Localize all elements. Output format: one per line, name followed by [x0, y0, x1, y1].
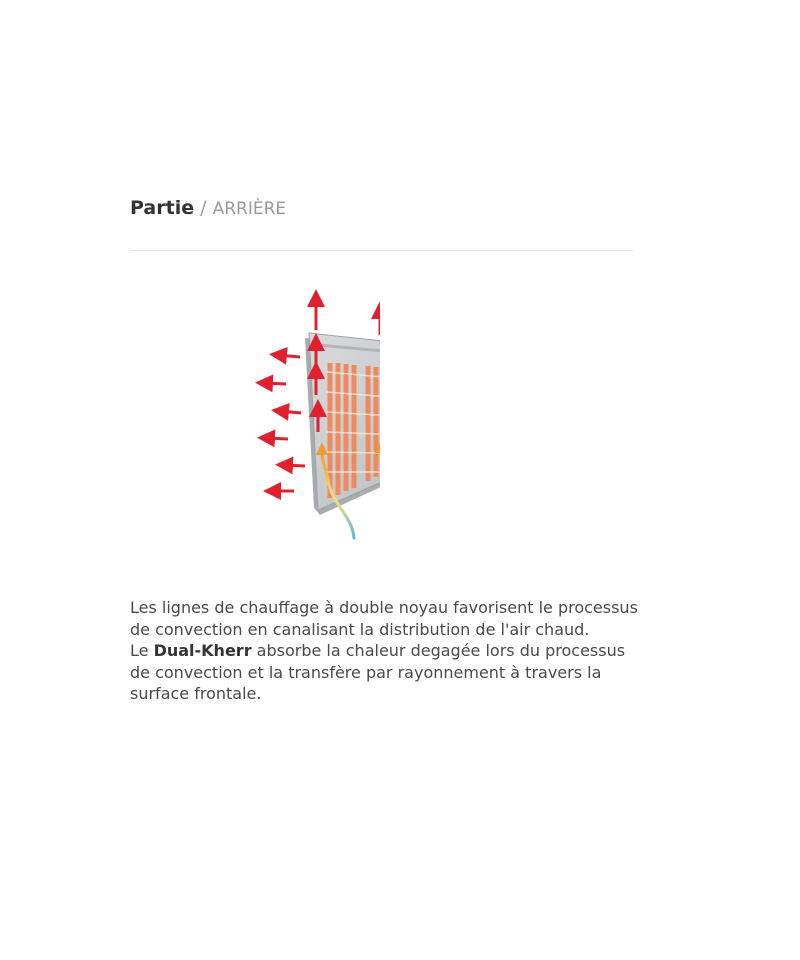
- paragraph-2-rest: absorbe la chaleur degagée lors du processus de convection et la transfère par rayonnement à travers la surface frontale.: [130, 641, 626, 703]
- heading-main: Partie: [130, 197, 195, 219]
- rear-part-section: [130, 196, 633, 221]
- heading-subtitle: ARRIÈRE: [212, 199, 287, 219]
- description-paragraph-2: [130, 640, 650, 705]
- radiator-rear-convection-icon: [130, 288, 380, 544]
- description: [130, 597, 650, 705]
- description-paragraph-1: Les lignes de chauffage à double noyau favorisent le processus de convection en canalisant la distribution de l'air chaud.: [130, 598, 638, 639]
- heading-divider: [130, 250, 633, 251]
- section-heading: [130, 196, 633, 221]
- product-name: Dual-Kherr: [153, 641, 252, 660]
- heading-separator: /: [200, 197, 207, 219]
- paragraph-2-prefix: Le: [130, 641, 154, 660]
